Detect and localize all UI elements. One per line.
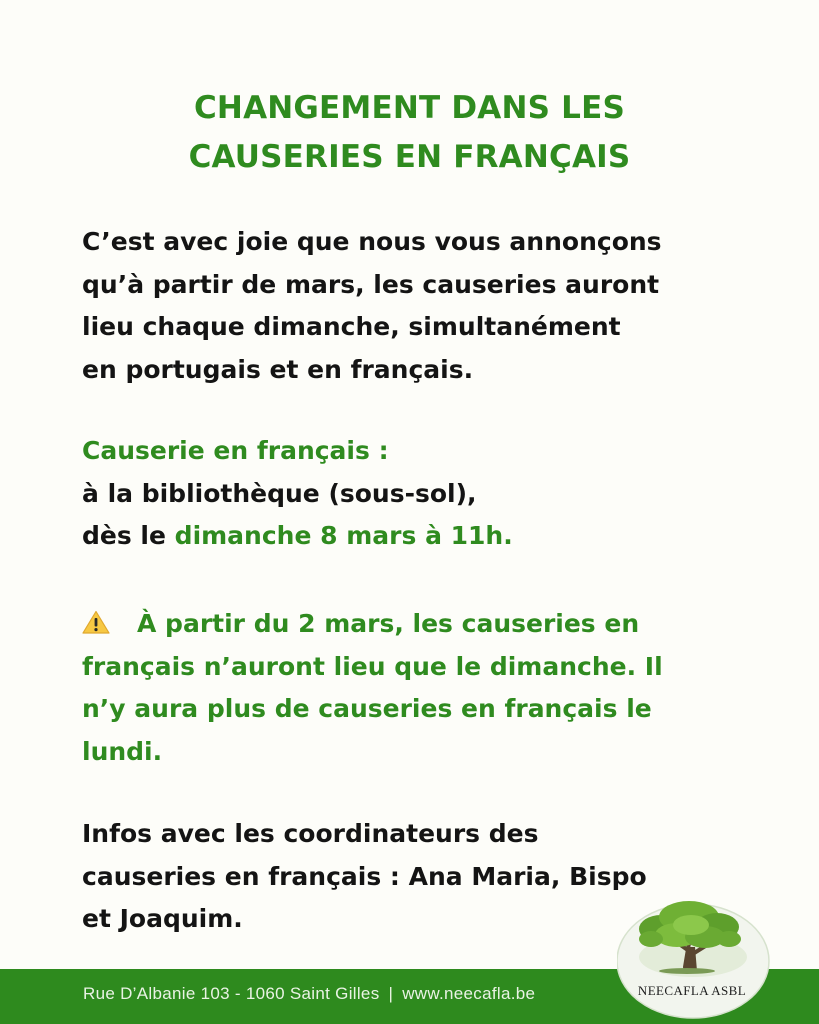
- infos-line: et Joaquim.: [82, 904, 243, 933]
- footer-address: Rue D’Albanie 103 - 1060 Saint Gilles: [83, 984, 380, 1003]
- infos-line: Infos avec les coordinateurs des: [82, 819, 539, 848]
- footer-contact: [83, 984, 535, 1004]
- warning-notice: [82, 603, 782, 773]
- warning-line: n’y aura plus de causeries en français le: [82, 694, 652, 723]
- causerie-date-highlight: dimanche 8 mars à 11h.: [174, 521, 513, 550]
- logo-label: NEECAFLA ASBL: [637, 983, 747, 998]
- warning-line: français n’auront lieu que le dimanche. Il: [82, 651, 663, 681]
- footer-separator: |: [388, 984, 394, 1003]
- causerie-heading: Causerie en français :: [82, 436, 389, 465]
- page-title: [0, 84, 819, 182]
- title-line-2: CAUSERIES EN FRANÇAIS: [188, 139, 631, 175]
- warning-line: lundi.: [82, 736, 163, 766]
- causerie-info: [82, 430, 782, 558]
- warning-text: À partir du 2 mars, les causeries en: [137, 609, 640, 638]
- intro-paragraph: [82, 221, 782, 391]
- intro-line: lieu chaque dimanche, simultanément: [82, 312, 621, 341]
- intro-line: en portugais et en français.: [82, 354, 474, 384]
- intro-line: qu’à partir de mars, les causeries auront: [82, 269, 660, 299]
- warning-line: [82, 603, 782, 646]
- neecafla-logo: [617, 895, 785, 1020]
- causerie-location: à la bibliothèque (sous-sol),: [82, 478, 477, 508]
- title-line-1: CHANGEMENT DANS LES: [193, 90, 625, 126]
- intro-line: C’est avec joie que nous vous annonçons: [82, 227, 662, 256]
- warning-icon: [82, 605, 110, 629]
- footer-website: www.neecafla.be: [402, 984, 536, 1003]
- infos-line: causeries en français : Ana Maria, Bispo: [82, 861, 647, 891]
- tree-icon: [617, 895, 785, 1020]
- causerie-date-prefix: dès le: [82, 521, 175, 550]
- causerie-date: [82, 515, 782, 558]
